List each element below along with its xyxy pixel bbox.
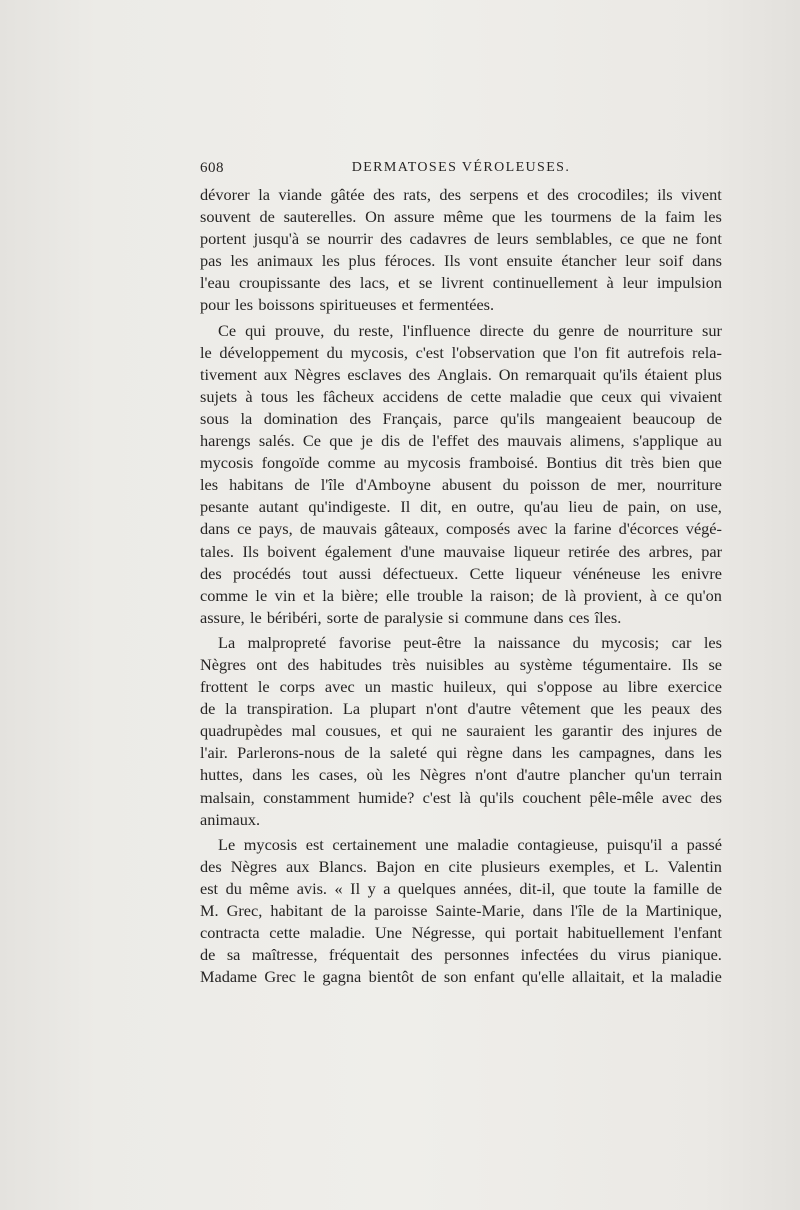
text-line: M. Grec, habitant de la paroisse Sainte-Marie, dans l'île de la Martinique, [200,901,722,920]
text-line: Madame Grec le gagna bientôt de son enfant qu'elle allaitait, et la maladie [200,967,722,987]
paragraph [200,320,722,629]
text-line: pesante autant qu'indigeste. Il dit, en outre, qu'au lieu de pain, on use, [200,497,722,517]
text-line: pas les animaux les plus féroces. Ils vont ensuite étancher leur soif dans [200,251,722,271]
text-line: l'air. Parlerons-nous de la saleté qui règne dans les campagnes, dans les [200,743,722,763]
text-line: Le mycosis est certainement une maladie contagieuse, puisqu'il a passé [218,834,722,854]
text-line: huttes, dans les cases, où les Nègres n'ont d'autre plancher qu'un terrain [200,765,722,785]
running-title: DERMATOSES VÉROLEUSES. [351,160,571,175]
paragraph [200,632,722,831]
text-line: harengs salés. Ce que je dis de l'effet des mauvais alimens, s'applique au [200,431,722,451]
text-line: les habitans de l'île d'Amboyne abusent du poisson de mer, nourriture [200,475,722,495]
body-text [200,184,722,988]
text-line: dans ce pays, de mauvais gâteaux, composés avec la farine d'écorces végé- [200,519,722,539]
text-line: souvent de sauterelles. On assure même que les tourmens de la faim les [200,207,722,227]
page-number: 608 [200,160,224,176]
text-line: contracta cette maladie. Une Négresse, qui portait habituellement l'enfant [200,923,722,943]
page-header [200,160,722,180]
text-line: des procédés tout aussi défectueux. Cette liqueur vénéneuse les enivre [200,563,722,583]
text-line: comme le vin et la bière; elle trouble la raison; de là provient, à ce qu'on [200,585,722,605]
text-line: La malpropreté favorise peut-être la naissance du mycosis; car les [218,632,722,652]
text-line: le développement du mycosis, c'est l'observation que l'on fit autrefois rela- [200,342,722,362]
text-line: est du même avis. « Il y a quelques années, dit-il, que toute la famille de [200,878,722,898]
text-line: mycosis fongoïde comme au mycosis framboisé. Bontius dit très bien que [200,453,722,473]
text-line: Ce qui prouve, du reste, l'influence directe du genre de nourriture sur [218,320,722,340]
text-line: assure, le béribéri, sorte de paralysie si commune dans ces îles. [200,607,622,627]
text-line: sujets à tous les fâcheux accidens de cette maladie que ceux qui vivaient [200,386,722,406]
text-line: de sa maîtresse, fréquentait des personnes infectées du virus pianique. [200,945,722,965]
text-line: des Nègres aux Blancs. Bajon en cite plusieurs exemples, et L. Valentin [200,856,722,876]
text-line: quadrupèdes mal cousues, et qui ne sauraient les garantir des injures de [200,721,722,741]
text-line: animaux. [200,809,261,829]
text-line: malsain, constamment humide? c'est là qu'ils couchent pêle-mêle avec des [200,787,722,807]
text-line: dévorer la viande gâtée des rats, des serpens et des crocodiles; ils vivent [200,185,722,204]
paragraph [200,834,722,989]
text-line: Nègres ont des habitudes très nuisibles au système tégumentaire. Ils se [200,654,722,674]
text-line: tales. Ils boivent également d'une mauvaise liqueur retirée des arbres, par [200,541,722,561]
text-line: portent jusqu'à se nourrir des cadavres de leurs semblables, ce que ne font [200,229,722,249]
text-line: pour les boissons spiritueuses et fermentées. [200,295,495,315]
text-line: frottent le corps avec un mastic huileux, qui s'oppose au libre exercice [200,677,722,697]
text-line: tivement aux Nègres esclaves des Anglais. On remarquait qu'ils étaient plus [200,364,722,384]
text-line: de la transpiration. La plupart n'ont d'autre vêtement que les peaux des [200,699,722,719]
text-line: l'eau croupissante des lacs, et se livrent continuellement à leur impulsion [200,273,722,293]
text-line: sous la domination des Français, parce qu'ils mangeaient beaucoup de [200,408,722,428]
paragraph [200,184,722,317]
